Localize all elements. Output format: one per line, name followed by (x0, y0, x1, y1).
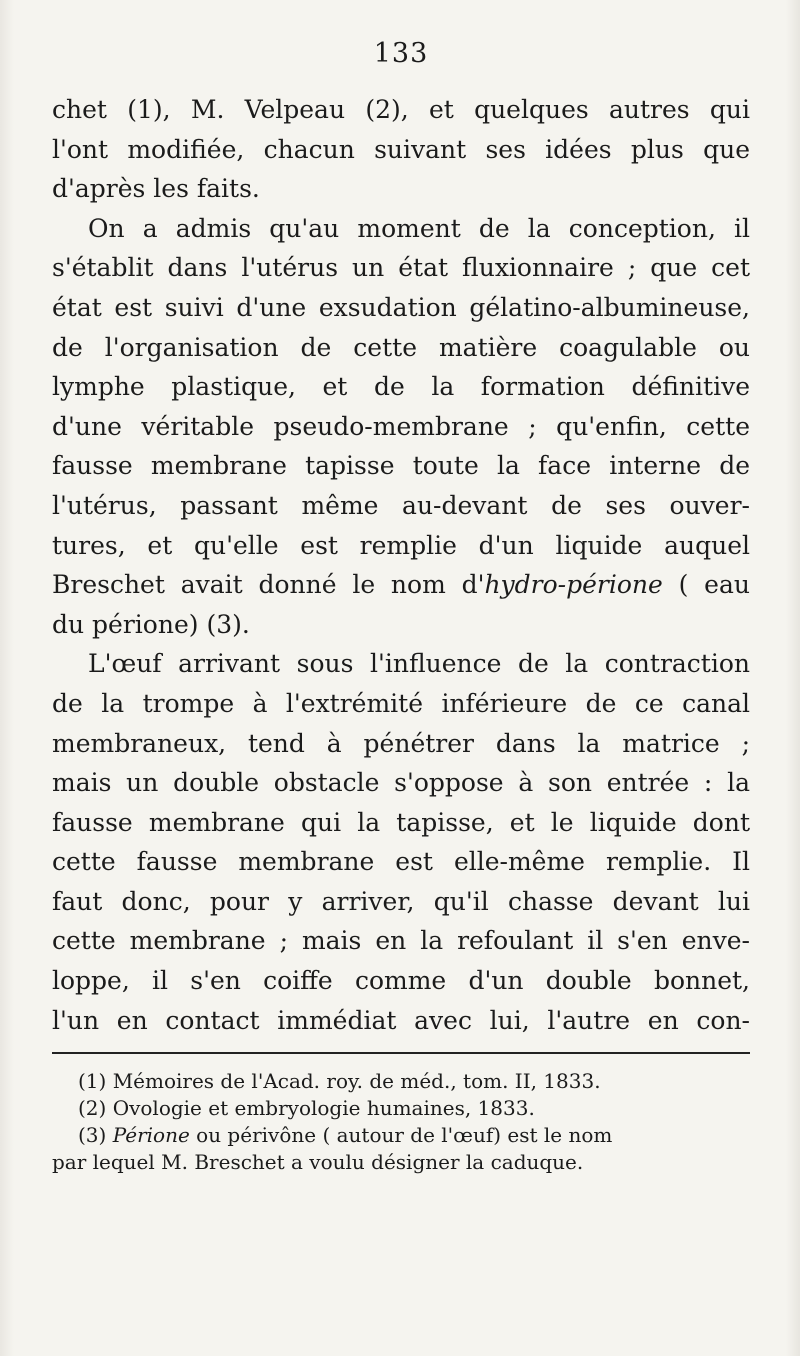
breschet-after: ( eau (662, 570, 750, 600)
text-line: tures, et qu'elle est remplie d'un liquide auquel (52, 530, 750, 560)
text-line: l'utérus, passant même au-devant de ses ouver- (52, 490, 750, 520)
hydro-perione-term: hydro-périone (484, 570, 663, 600)
text-line: cette fausse membrane est elle-même remplie. Il (52, 847, 750, 877)
text-line: du périone) (3). (52, 609, 250, 639)
text-line-breschet (52, 565, 750, 605)
footnote-3-prefix: (3) (78, 1123, 113, 1148)
text-line: s'établit dans l'utérus un état fluxionnaire ; que cet (52, 253, 750, 283)
page-number: 133 (373, 38, 429, 69)
text-line: de la trompe à l'extrémité inférieure de ce canal (52, 688, 750, 718)
footnote-1: (1) Mémoires de l'Acad. roy. de méd., tom. II, 1833. (78, 1069, 601, 1094)
text-line: l'un en contact immédiat avec lui, l'autre en con- (52, 1005, 750, 1035)
footnote-2: (2) Ovologie et embryologie humaines, 1833. (78, 1096, 535, 1121)
text-line: lymphe plastique, et de la formation définitive (52, 372, 750, 402)
text-line: chet (1), M. Velpeau (2), et quelques autres qui (52, 95, 750, 124)
text-line: d'après les faits. (52, 174, 260, 204)
text-line: mais un double obstacle s'oppose à son entrée : la (52, 768, 750, 798)
text-line: faut donc, pour y arriver, qu'il chasse devant lui (52, 886, 750, 916)
footnote-3-line-2: par lequel M. Breschet a voulu désigner la caduque. (52, 1150, 584, 1175)
text-line: On a admis qu'au moment de la conception, il (88, 213, 750, 243)
text-line: membraneux, tend à pénétrer dans la matrice ; (52, 728, 750, 758)
footnote-divider (52, 1052, 750, 1054)
text-line: d'une véritable pseudo-membrane ; qu'enfin, cette (52, 411, 750, 441)
footnotes (52, 1068, 750, 1176)
text-line: cette membrane ; mais en la refoulant il s'en enve- (52, 926, 750, 956)
paragraph-1 (52, 90, 750, 209)
text-line: l'ont modifiée, chacun suivant ses idées plus que (52, 134, 750, 164)
text-line: de l'organisation de cette matière coagulable ou (52, 332, 750, 362)
paragraph-3 (52, 644, 750, 1040)
text-line: loppe, il s'en coiffe comme d'un double bonnet, (52, 966, 750, 996)
footnote-3 (52, 1122, 750, 1149)
text-line: fausse membrane tapisse toute la face interne de (52, 451, 750, 481)
footnote-3-rest: ou périvône ( autour de l'œuf) est le nom (189, 1123, 613, 1148)
perione-term: Périone (112, 1123, 190, 1148)
breschet-before: Breschet avait donné le nom d' (52, 570, 485, 600)
text-line: L'œuf arrivant sous l'influence de la contraction (88, 649, 750, 679)
main-text (52, 90, 750, 1040)
paragraph-2 (52, 209, 750, 645)
text-line: fausse membrane qui la tapisse, et le liquide dont (52, 807, 750, 837)
text-line: état est suivi d'une exsudation gélatino-albumineuse, (52, 292, 750, 322)
